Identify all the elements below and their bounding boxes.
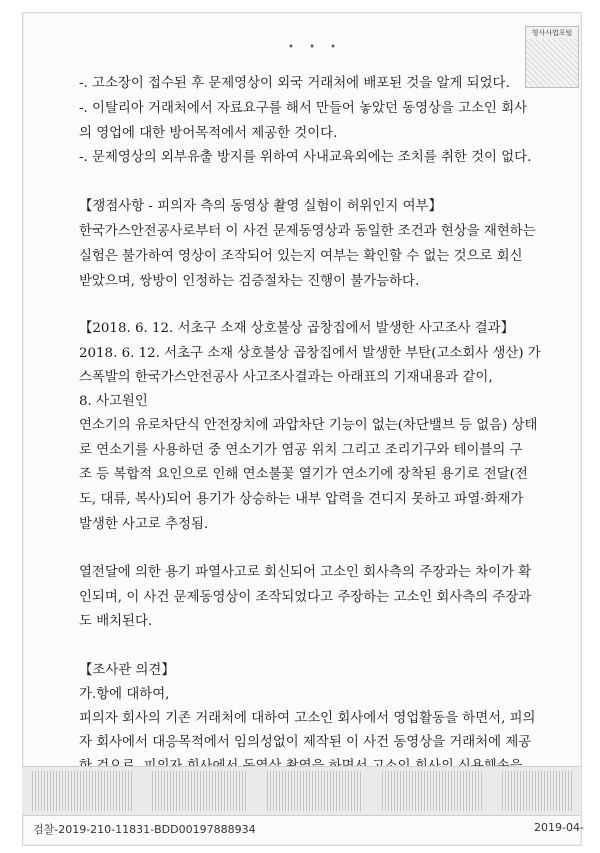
redacted-block <box>152 771 247 811</box>
text-line: 8. 사고원인 <box>79 394 148 409</box>
redacted-block <box>502 771 572 811</box>
text-line: 자 회사에서 대응목적에서 임의성없이 제작된 이 사건 동영상을 거래처에 제공 <box>79 735 532 750</box>
redacted-seal-strip <box>22 766 580 816</box>
text-line: 발생한 사고로 추정됨. <box>79 517 209 532</box>
text-line: 실험은 불가하여 영상이 조작되어 있는지 여부는 확인할 수 없는 것으로 회신 <box>79 249 523 264</box>
text-line: -. 이탈리아 거래처에서 자료요구를 해서 만들어 놓았던 동영상을 고소인 회사 <box>79 101 528 116</box>
text-line: 인되며, 이 사건 문제동영상이 조작되었다고 주장하는 고소인 회사측의 주장과 <box>79 590 532 605</box>
text-line: 조 등 복합적 요인으로 인해 연소불꽃 열기가 연소기에 장착된 용기로 전달(전 <box>79 467 528 482</box>
text-line: 받았으며, 쌍방이 인정하는 검증절차는 진행이 불가능하다. <box>79 274 420 289</box>
redacted-block <box>267 771 362 811</box>
text-line: 도 배치된다. <box>79 614 153 629</box>
page-dots: • • • <box>288 42 343 53</box>
text-line: -. 문제영상의 외부유출 방지를 위하여 사내교육외에는 조치를 취한 것이 없다. <box>79 150 532 165</box>
section-heading: 【조사관 의견】 <box>79 663 175 678</box>
redacted-block <box>382 771 482 811</box>
text-line: 로 연소기를 사용하던 중 연소기가 염공 위치 그리고 조리기구와 테이블의 구 <box>79 443 523 458</box>
section-heading: 【쟁점사항 - 피의자 측의 동영상 촬영 실험이 허위인지 여부】 <box>79 199 442 214</box>
text-line: 피의자 회사의 기존 거래처에 대하여 고소인 회사에서 영업활동을 하면서, 피의 <box>79 711 536 726</box>
text-line: 가.항에 대하여, <box>79 687 170 702</box>
text-line: 의 영업에 대한 방어목적에서 제공한 것이다. <box>79 126 338 141</box>
text-line: -. 고소장이 접수된 후 문제영상이 외국 거래처에 배포된 것을 알게 되었다. <box>79 76 510 91</box>
text-line: 도, 대류, 복사)되어 용기가 상승하는 내부 압력을 견디지 못하고 파열·화재가 <box>79 492 524 507</box>
text-line: 연소기의 유로차단식 안전장치에 과압차단 기능이 없는(차단밸브 등 없음) 상태 <box>79 418 538 433</box>
text-line: 한국가스안전공사로부터 이 사건 문제동영상과 동일한 조건과 현상을 재현하는 <box>79 224 536 239</box>
text-line: 스폭발의 한국가스안전공사 사고조사결과는 아래표의 기재내용과 같이, <box>79 370 493 385</box>
section-heading: 【2018. 6. 12. 서초구 소재 상호불상 곱창집에서 발생한 사고조사 결과】 <box>79 321 515 336</box>
text-line: 열전달에 의한 용기 파열사고로 회신되어 고소인 회사측의 주장과는 차이가 확 <box>79 565 532 580</box>
stamp-label: 형사사법포털 <box>526 27 578 39</box>
text-line: 2018. 6. 12. 서초구 소재 상호불상 곱창집에서 발생한 부탄(고소회사 생산) 가 <box>79 346 541 361</box>
document-date: 2019-04- <box>534 821 584 834</box>
redacted-block <box>32 771 132 811</box>
document-code: 검찰-2019-210-11831-BDD00197888934 <box>33 823 256 836</box>
